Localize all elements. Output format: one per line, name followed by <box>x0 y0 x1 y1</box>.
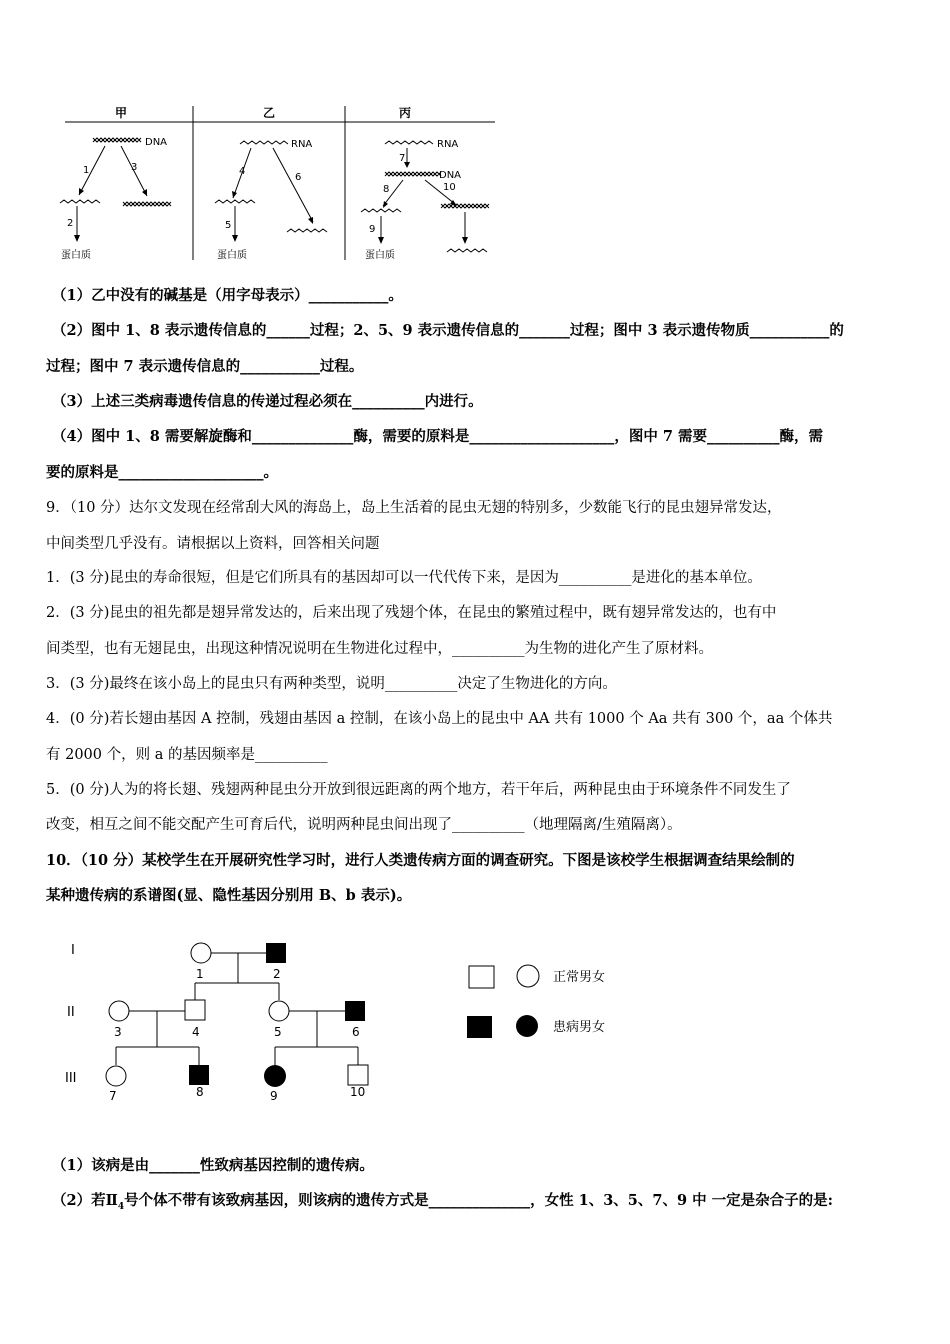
individual-8-label: 8 <box>196 1085 204 1099</box>
arrow-9-label: 9 <box>369 224 376 235</box>
individual-4-label: 4 <box>192 1025 200 1039</box>
individual-5-label: 5 <box>274 1025 282 1039</box>
arrow-3-label: 3 <box>131 162 138 173</box>
legend-normal-female-icon <box>517 965 539 987</box>
dna-double-strand <box>441 204 489 208</box>
legend-normal-male-icon <box>469 966 494 988</box>
q9-stem: 9．（10 分）达尔文发现在经常刮大风的海岛上，岛上生活着的昆虫无翅的特别多，少数能飞行的昆虫翅异常发达， <box>46 500 782 516</box>
q10-sub1: （1）该病是由_______性致病基因控制的遗传病。 <box>52 1157 374 1174</box>
rna-single-strand <box>385 141 433 144</box>
female-normal-7 <box>106 1066 126 1086</box>
rna-single-strand <box>60 200 100 203</box>
q10-sub2 <box>52 1191 833 1217</box>
arrow-4-label: 4 <box>239 166 246 177</box>
male-affected-8 <box>189 1065 209 1085</box>
legend-affected-female-icon <box>516 1015 538 1037</box>
generation-i-label: I <box>71 943 75 958</box>
rna-label: RNA <box>291 139 313 150</box>
male-normal-4 <box>185 1000 205 1020</box>
individual-10-label: 10 <box>350 1085 366 1099</box>
legend-normal-label: 正常男女 <box>553 970 606 985</box>
q8-sub2: （2）图中 1、8 表示遗传信息的______过程；2、5、9 表示遗传信息的_______过程；图中 3 表示遗传物质___________的 <box>52 322 844 339</box>
individual-3-label: 3 <box>114 1025 122 1039</box>
q9-part4: 4．(0 分)若长翅由基因 A 控制，残翅由基因 a 控制，在该小岛上的昆虫中 AA 共有 1000 个 Aa 共有 300 个，aa 个体共 <box>46 711 833 727</box>
protein-label-bing: 蛋白质 <box>365 250 395 261</box>
generation-iii-label: III <box>65 1071 77 1086</box>
q10-sub2-prefix: （2）若Ⅱ <box>52 1192 118 1209</box>
rna-single-strand <box>447 249 487 252</box>
male-affected-2 <box>266 943 286 963</box>
header-bing: 丙 <box>398 106 412 120</box>
individual-9-label: 9 <box>270 1089 278 1103</box>
arrow-8-label: 8 <box>383 184 390 195</box>
q10-sub2-subscript: 4 <box>117 1201 125 1212</box>
pedigree-chart <box>55 930 655 1110</box>
q10-stem-cont: 某种遗传病的系谱图(显、隐性基因分别用 B、b 表示)。 <box>46 887 412 904</box>
female-normal-3 <box>109 1001 129 1021</box>
female-normal-1 <box>191 943 211 963</box>
female-normal-5 <box>269 1001 289 1021</box>
q10-stem: 10．（10 分）某校学生在开展研究性学习时，进行人类遗传病方面的调查研究。下图是该校学生根据调查结果绘制的 <box>46 852 795 869</box>
individual-2-label: 2 <box>273 967 281 981</box>
q9-part5-cont: 改变，相互之间不能交配产生可育后代，说明两种昆虫间出现了__________（地理隔离/生殖隔离）。 <box>46 817 682 833</box>
arrow-6-label: 6 <box>295 172 302 183</box>
q8-sub4-cont: 要的原料是____________________。 <box>46 464 278 481</box>
legend-affected-label: 患病男女 <box>553 1020 606 1035</box>
individual-1-label: 1 <box>196 967 204 981</box>
q8-sub3: （3）上述三类病毒遗传信息的传递过程必须在__________内进行。 <box>52 393 483 410</box>
virus-information-flow-diagram <box>55 100 505 268</box>
arrow-5-label: 5 <box>225 220 232 231</box>
q10-sub2-suffix: 号个体不带有该致病基因，则该病的遗传方式是______________，女性 1、3、5、7、9 中 一定是杂合子的是: <box>124 1192 834 1209</box>
arrow-2-label: 2 <box>67 218 74 229</box>
rna-single-strand <box>287 229 327 232</box>
q9-part3: 3．(3 分)最终在该小岛上的昆虫只有两种类型，说明__________决定了生物进化的方向。 <box>46 676 617 692</box>
protein-label-yi: 蛋白质 <box>217 250 247 261</box>
rna-single-strand <box>215 200 255 203</box>
arrow-10-label: 10 <box>443 182 456 193</box>
q9-part2: 2．(3 分)昆虫的祖先都是翅异常发达的，后来出现了残翅个体，在昆虫的繁殖过程中，既有翅异常发达的，也有中 <box>46 605 777 621</box>
q8-sub4: （4）图中 1、8 需要解旋酶和______________酶，需要的原料是____________________，图中 7 需要__________酶，需 <box>52 428 824 445</box>
q9-stem-cont: 中间类型几乎没有。请根据以上资料，回答相关问题 <box>46 536 380 552</box>
male-affected-6 <box>345 1001 365 1021</box>
female-affected-9 <box>264 1065 286 1087</box>
dna-double-strand <box>93 138 141 142</box>
dna-double-strand <box>385 172 441 176</box>
q9-part1: 1．(3 分)昆虫的寿命很短，但是它们所具有的基因却可以一代代传下来，是因为__________是进化的基本单位。 <box>46 570 762 586</box>
dna-label: DNA <box>145 137 168 148</box>
rna-label: RNA <box>437 139 459 150</box>
q9-part5: 5．(0 分)人为的将长翅、残翅两种昆虫分开放到很远距离的两个地方，若干年后，两种昆虫由于环境条件不同发生了 <box>46 782 791 798</box>
dna-copy-strand <box>123 202 171 206</box>
q9-part4-cont: 有 2000 个，则 a 的基因频率是__________ <box>46 747 328 763</box>
individual-6-label: 6 <box>352 1025 360 1039</box>
rna-single-strand <box>240 141 288 144</box>
legend-affected-male-icon <box>467 1016 492 1038</box>
dna-label: DNA <box>439 170 462 181</box>
rna-single-strand <box>361 209 401 212</box>
male-normal-10 <box>348 1065 368 1085</box>
q8-sub2-cont: 过程；图中 7 表示遗传信息的___________过程。 <box>46 358 364 375</box>
generation-ii-label: II <box>67 1005 75 1020</box>
protein-label-jia: 蛋白质 <box>61 250 91 261</box>
q9-part2-cont: 间类型，也有无翅昆虫，出现这种情况说明在生物进化过程中，__________为生物的进化产生了原材料。 <box>46 641 713 657</box>
individual-7-label: 7 <box>109 1089 117 1103</box>
arrow-1-label: 1 <box>83 165 90 176</box>
arrow-7-label: 7 <box>399 153 406 164</box>
header-jia: 甲 <box>114 106 128 120</box>
header-yi: 乙 <box>262 106 276 120</box>
q8-sub1: （1）乙中没有的碱基是（用字母表示）___________。 <box>52 287 403 304</box>
